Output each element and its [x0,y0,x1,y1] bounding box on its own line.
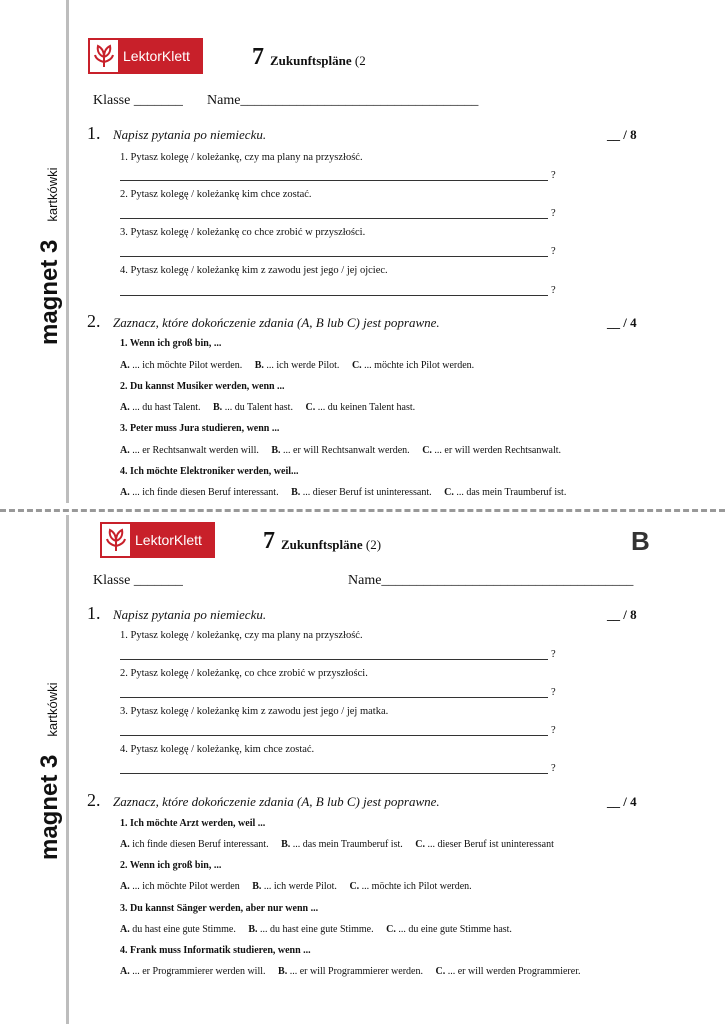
option-b[interactable]: ... dieser Beruf ist uninteressant. [302,487,432,498]
mc-options-4: A. ... er Programmierer werden will. B. ... er will Programmierer werden. C. ... er will werden Programmierer. [120,966,581,977]
klasse-field[interactable]: Klasse _______ [93,93,183,108]
option-a[interactable]: ... er Rechtsanwalt werden will. [132,445,259,456]
option-b[interactable]: ... du Talent hast. [224,402,293,413]
task2-score: __ / 4 [607,794,637,809]
option-b[interactable]: ... er will Rechtsanwalt werden. [283,445,410,456]
margin-line-top [66,0,69,503]
option-c[interactable]: ... du eine gute Stimme hast. [398,924,512,935]
option-a[interactable]: ... er Programmierer werden will. [132,966,266,977]
mc-options-3: A. ... er Rechtsanwalt werden will. B. ... er will Rechtsanwalt werden. C. ... er will werden Rechtsanwalt. [120,445,562,456]
option-c[interactable]: ... möchte ich Pilot werden. [364,360,475,371]
name-field[interactable]: Name__________________________________ [207,93,479,108]
lektorklett-logo [100,522,215,558]
brand-name: LektorKlett [135,532,202,548]
option-c[interactable]: ... du keinen Talent hast. [317,402,416,413]
task1-number: 1. [87,603,101,623]
mc-options-2: A. ... ich möchte Pilot werden B. ... ich werde Pilot. C. ... möchte ich Pilot werden. [120,881,472,892]
answer-line-1[interactable] [120,180,548,181]
unit-number: 7 [252,44,264,70]
side-brand-a [36,167,64,345]
option-a[interactable]: ich finde diesen Beruf interessant. [132,839,269,850]
question-3: 3. Pytasz kolegę / koleżankę co chce zrobić w przyszłości. [120,227,366,238]
answer-line-3[interactable] [120,256,548,257]
klett-leaf-icon [102,524,130,556]
task2-number: 2. [87,311,101,331]
task2-instruction: Zaznacz, które dokończenie zdania (A, B lub C) jest poprawne. [113,315,440,330]
option-a[interactable]: du hast eine gute Stimme. [132,924,236,935]
question-4: 4. Pytasz kolegę / koleżankę, kim chce zostać. [120,744,315,755]
lektorklett-logo [88,38,203,74]
side-subtitle: kartkówki [45,682,60,737]
question-4: 4. Pytasz kolegę / koleżankę kim z zawodu jest jego / jej ojciec. [120,265,388,276]
mc-options-1: A. ich finde diesen Beruf interessant. B. ... das mein Traumberuf ist. C. ... dieser Beruf ist uninteressant [120,839,554,850]
side-title: magnet 3 [36,239,63,345]
mc-question-2: 2. Wenn ich groß bin, ... [120,860,222,871]
option-c[interactable]: ... er will werden Programmierer. [447,966,581,977]
question-2: 2. Pytasz kolegę / koleżankę, co chce zrobić w przyszłości. [120,668,368,679]
variant-letter: B [631,526,650,556]
task2-score: __ / 4 [607,315,637,330]
mc-question-3: 3. Peter muss Jura studieren, wenn ... [120,423,280,434]
question-1: 1. Pytasz kolegę / koleżankę, czy ma plany na przyszłość. [120,152,363,163]
option-a[interactable]: ... ich finde diesen Beruf interessant. [132,487,279,498]
task1-number: 1. [87,123,101,143]
mc-question-1: 1. Wenn ich groß bin, ... [120,338,222,349]
mc-question-4: 4. Ich möchte Elektroniker werden, weil... [120,466,299,477]
answer-line-3[interactable] [120,735,548,736]
unit-title: Zukunftspläne (2 [270,53,366,68]
answer-line-4[interactable] [120,773,548,774]
task1-instruction: Napisz pytania po niemiecku. [113,607,267,622]
cut-line [0,509,725,512]
option-a[interactable]: ... ich möchte Pilot werden. [132,360,243,371]
option-b[interactable]: ... ich werde Pilot. [263,881,337,892]
task2-instruction: Zaznacz, które dokończenie zdania (A, B lub C) jest poprawne. [113,794,440,809]
option-a[interactable]: ... ich möchte Pilot werden [132,881,240,892]
question-3: 3. Pytasz kolegę / koleżankę kim z zawodu jest jego / jej matka. [120,706,389,717]
task2-number: 2. [87,790,101,810]
task1-instruction: Napisz pytania po niemiecku. [113,127,267,142]
margin-line-bottom [66,515,69,1024]
mc-question-2: 2. Du kannst Musiker werden, wenn ... [120,381,285,392]
option-c[interactable]: ... er will werden Rechtsanwalt. [434,445,562,456]
klett-leaf-icon [90,40,118,72]
question-1: 1. Pytasz kolegę / koleżankę, czy ma plany na przyszłość. [120,630,363,641]
name-field[interactable]: Name____________________________________ [348,573,634,588]
option-b[interactable]: ... das mein Traumberuf ist. [292,839,403,850]
option-c[interactable]: ... dieser Beruf ist uninteressant [427,839,554,850]
option-b[interactable]: ... du hast eine gute Stimme. [260,924,374,935]
side-title: magnet 3 [36,754,63,860]
question-2: 2. Pytasz kolegę / koleżankę kim chce zostać. [120,189,312,200]
brand-name: LektorKlett [123,48,190,64]
mc-options-3: A. du hast eine gute Stimme. B. ... du hast eine gute Stimme. C. ... du eine gute Stimme hast. [120,924,512,935]
side-subtitle: kartkówki [45,167,60,222]
mc-options-2: A. ... du hast Talent. B. ... du Talent hast. C. ... du keinen Talent hast. [120,402,416,413]
side-brand-b [36,682,64,860]
answer-line-4[interactable] [120,295,548,296]
option-c[interactable]: ... möchte ich Pilot werden. [361,881,472,892]
option-c[interactable]: ... das mein Traumberuf ist. [456,487,567,498]
task1-score: __ / 8 [607,127,637,142]
mc-question-3: 3. Du kannst Sänger werden, aber nur wenn ... [120,903,319,914]
unit-number: 7 [263,528,275,554]
mc-question-4: 4. Frank muss Informatik studieren, wenn ... [120,945,311,956]
mc-options-4: A. ... ich finde diesen Beruf interessant. B. ... dieser Beruf ist uninteressant. C. ... das mein Traumberuf ist. [120,487,567,498]
unit-title: Zukunftspläne (2) [281,537,382,552]
mc-options-1: A. ... ich möchte Pilot werden. B. ... ich werde Pilot. C. ... möchte ich Pilot werden. [120,360,475,371]
answer-line-1[interactable] [120,659,548,660]
answer-line-2[interactable] [120,218,548,219]
mc-question-1: 1. Ich möchte Arzt werden, weil ... [120,818,266,829]
klasse-field[interactable]: Klasse _______ [93,573,183,588]
task1-score: __ / 8 [607,607,637,622]
option-a[interactable]: ... du hast Talent. [132,402,201,413]
option-b[interactable]: ... er will Programmierer werden. [289,966,423,977]
option-b[interactable]: ... ich werde Pilot. [266,360,340,371]
answer-line-2[interactable] [120,697,548,698]
